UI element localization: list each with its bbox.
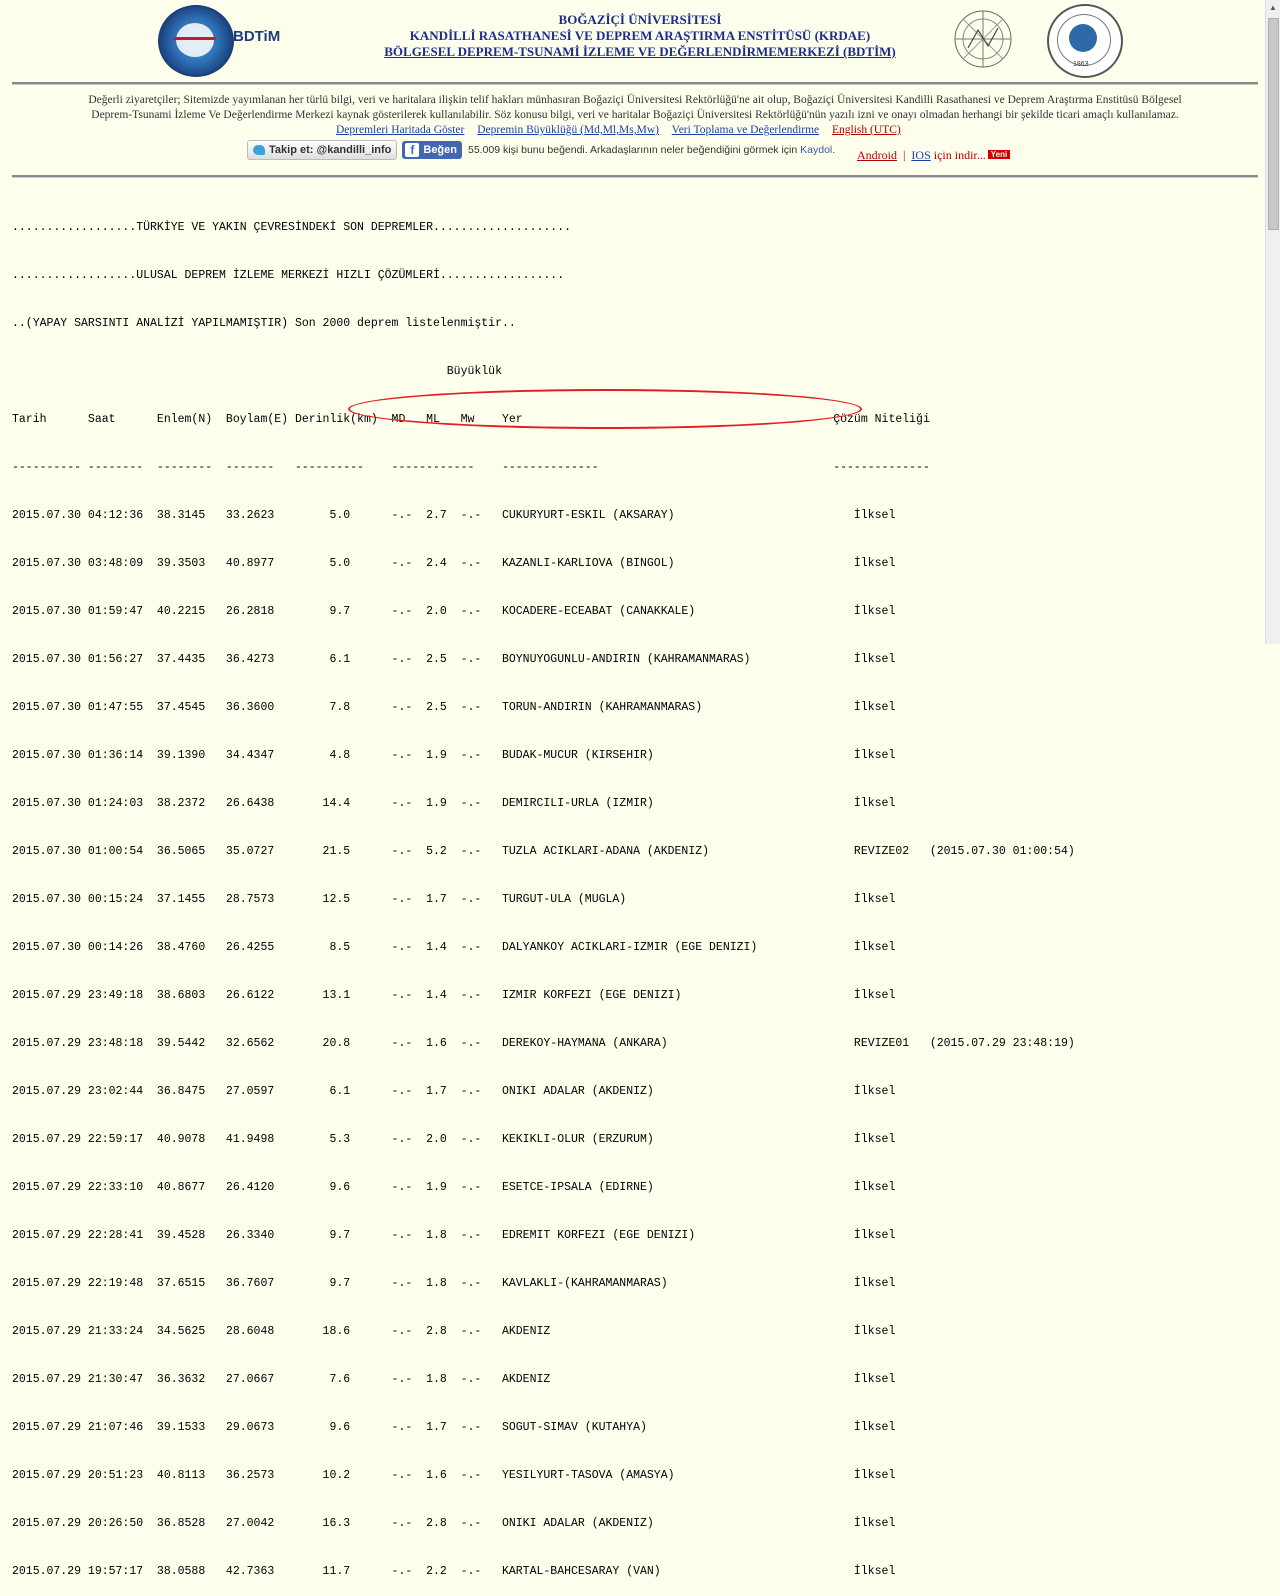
earthquake-row: 2015.07.30 01:36:14 39.1390 34.4347 4.8 -.- 1.9 -.- BUDAK-MUCUR (KIRSEHIR) İlksel — [12, 749, 896, 762]
title-university: BOĞAZİÇİ ÜNİVERSİTESİ — [558, 12, 722, 27]
earthquake-row: 2015.07.30 01:59:47 40.2215 26.2818 9.7 -.- 2.0 -.- KOCADERE-ECEABAT (CANAKKALE) İlksel — [12, 605, 896, 618]
page-title — [300, 12, 980, 60]
earthquake-row: 2015.07.30 00:15:24 37.1455 28.7573 12.5 -.- 1.7 -.- TURGUT-ULA (MUGLA) İlksel — [12, 893, 896, 906]
earthquake-row: 2015.07.29 23:49:18 38.6803 26.6122 13.1 -.- 1.4 -.- IZMIR KORFEZI (EGE DENIZI) İlksel — [12, 989, 896, 1002]
earthquake-row: 2015.07.29 22:28:41 39.4528 26.3340 9.7 -.- 1.8 -.- EDREMIT KORFEZI (EGE DENIZI) İlksel — [12, 1229, 896, 1242]
earthquake-row: 2015.07.30 00:14:26 38.4760 26.4255 8.5 -.- 1.4 -.- DALYANKOY ACIKLARI-IZMIR (EGE DENIZI) İlksel — [12, 941, 896, 954]
magnitude-group-header: Büyüklük — [12, 365, 502, 378]
listing-heading: ..................TÜRKİYE VE YAKIN ÇEVRESİNDEKİ SON DEPREMLER.................... — [12, 221, 571, 234]
vertical-scrollbar[interactable] — [1265, 0, 1280, 644]
earthquake-row: 2015.07.29 20:26:50 36.8528 27.0042 16.3 -.- 2.8 -.- ONIKI ADALAR (AKDENIZ) İlksel — [12, 1517, 896, 1530]
column-header-rule: ---------- -------- -------- ------- ---------- ------------ -------------- -------------- — [12, 461, 930, 474]
earthquake-row: 2015.07.30 01:47:55 37.4545 36.3600 7.8 -.- 2.5 -.- TORUN-ANDIRIN (KAHRAMANMARAS) İlksel — [12, 701, 896, 714]
earthquake-row: 2015.07.29 21:33:24 34.5625 28.6048 18.6 -.- 2.8 -.- AKDENIZ İlksel — [12, 1325, 896, 1338]
copyright-notice: Değerli ziyaretçiler; Sitemizde yayımlanan her türlü bilgi, veri ve haritalara ilişkin telif hakları münhasıran Boğaziçi Üniversitesi Rektörlüğü'ne ait olup, Boğaziçi Üniversitesi Kandilli Rasathanesi ve Deprem Araştırma Enstitüsü Bölgesel Deprem-Tsunami İzleme Ve Değerlendirme Merkezi kaynak gösterilerek kullanılabilir. Söz konusu bilgi, veri ve haritalar Boğaziçi Üniversitesi Rektörlüğü'nün yazılı izni ve onayı olmadan herhangi bir şekilde ticari amaçlı kullanılamaz. — [88, 94, 1182, 121]
facebook-like-button[interactable]: f Beğen — [402, 141, 462, 159]
earthquake-row: 2015.07.30 01:24:03 38.2372 26.6438 14.4 -.- 1.9 -.- DEMIRCILI-URLA (IZMIR) İlksel — [12, 797, 896, 810]
facebook-like-count: 55.009 kişi bunu beğendi. Arkadaşlarının neler beğendiğini görmek için Kaydol. — [468, 144, 836, 156]
ios-link[interactable]: IOS — [911, 148, 931, 162]
map-link[interactable]: Depremleri Haritada Göster — [336, 124, 465, 136]
twitter-follow-button[interactable]: Takip et: @kandilli_info — [247, 140, 397, 160]
scroll-up-arrow-icon[interactable]: ▲ — [1269, 3, 1277, 12]
earthquake-row: 2015.07.30 04:12:36 38.3145 33.2623 5.0 -.- 2.7 -.- CUKURYURT-ESKIL (AKSARAY) İlksel — [12, 509, 896, 522]
new-badge: Yeni — [988, 150, 1010, 159]
english-link[interactable]: English (UTC) — [832, 124, 901, 136]
column-headers: Tarih Saat Enlem(N) Boylam(E) Derinlik(km) MD ML Mw Yer Çözüm Niteliği — [12, 413, 930, 426]
bdtim-logo-text: BDTiM — [233, 28, 281, 45]
title-center-link[interactable]: BÖLGESEL DEPREM-TSUNAMİ İZLEME VE DEĞERLENDİRMEMERKEZİ (BDTİM) — [384, 44, 896, 59]
android-link[interactable]: Android — [857, 148, 897, 162]
content-divider — [12, 175, 1258, 178]
earthquake-row: 2015.07.30 01:00:54 36.5065 35.0727 21.5 -.- 5.2 -.- TUZLA ACIKLARI-ADANA (AKDENIZ) REVIZE02 (2015.07.30 01:00:54) — [12, 845, 1075, 858]
earthquake-listing — [12, 188, 1075, 1596]
earthquake-row: 2015.07.29 22:33:10 40.8677 26.4120 9.6 -.- 1.9 -.- ESETCE-IPSALA (EDIRNE) İlksel — [12, 1181, 896, 1194]
earthquake-row: 2015.07.30 03:48:09 39.3503 40.8977 5.0 -.- 2.4 -.- KAZANLI-KARLIOVA (BINGOL) İlksel — [12, 557, 896, 570]
earthquake-row: 2015.07.29 21:07:46 39.1533 29.0673 9.6 -.- 1.7 -.- SOGUT-SIMAV (KUTAHYA) İlksel — [12, 1421, 896, 1434]
university-seal: 1863 — [1047, 4, 1123, 78]
title-institute: KANDİLLİ RASATHANESİ VE DEPREM ARAŞTIRMA ENSTİTÜSÜ (KRDAE) — [409, 28, 871, 43]
earthquake-row: 2015.07.29 22:19:48 37.6515 36.7607 9.7 -.- 1.8 -.- KAVLAKLI-(KAHRAMANMARAS) İlksel — [12, 1277, 896, 1290]
scrollbar-thumb[interactable] — [1268, 18, 1279, 230]
facebook-icon: f — [405, 143, 419, 157]
bdtim-logo — [158, 5, 234, 77]
earthquake-row: 2015.07.29 22:59:17 40.9078 41.9498 5.3 -.- 2.0 -.- KEKIKLI-OLUR (ERZURUM) İlksel — [12, 1133, 896, 1146]
social-bar — [247, 140, 835, 160]
data-collection-link[interactable]: Veri Toplama ve Değerlendirme — [671, 124, 820, 136]
earthquake-row: 2015.07.29 20:51:23 40.8113 36.2573 10.2 -.- 1.6 -.- YESILYURT-TASOVA (AMASYA) İlksel — [12, 1469, 896, 1482]
earthquake-row: 2015.07.30 01:56:27 37.4435 36.4273 6.1 -.- 2.5 -.- BOYNUYOGUNLU-ANDIRIN (KAHRAMANMARAS) İlksel — [12, 653, 896, 666]
listing-heading: ..(YAPAY SARSINTI ANALİZİ YAPILMAMIŞTIR) Son 2000 deprem listelenmiştir.. — [12, 317, 516, 330]
observatory-emblem — [948, 8, 1018, 70]
download-label: için indir... — [933, 148, 986, 162]
listing-heading: ..................ULUSAL DEPREM İZLEME MERKEZİ HIZLI ÇÖZÜMLERİ.................. — [12, 269, 565, 282]
earthquake-row: 2015.07.29 21:30:47 36.3632 27.0667 7.6 -.- 1.8 -.- AKDENIZ İlksel — [12, 1373, 896, 1386]
earthquake-row: 2015.07.29 23:02:44 36.8475 27.0597 6.1 -.- 1.7 -.- ONIKI ADALAR (AKDENIZ) İlksel — [12, 1085, 896, 1098]
earthquake-row: 2015.07.29 19:57:17 38.0588 42.7363 11.7 -.- 2.2 -.- KARTAL-BAHCESARAY (VAN) İlksel — [12, 1565, 896, 1578]
earthquake-row: 2015.07.29 23:48:18 39.5442 32.6562 20.8 -.- 1.6 -.- DEREKOY-HAYMANA (ANKARA) REVIZE01 (2015.07.29 23:48:19) — [12, 1037, 1075, 1050]
header-divider — [12, 82, 1258, 85]
nav-links — [336, 124, 911, 136]
mobile-apps: Android | IOS için indir... Yeni — [857, 148, 1010, 163]
facebook-signup-link[interactable]: Kaydol. — [800, 144, 836, 156]
magnitude-link[interactable]: Depremin Büyüklüğü (Md,Ml,Ms,Mw) — [477, 124, 659, 136]
twitter-bird-icon — [253, 145, 265, 155]
